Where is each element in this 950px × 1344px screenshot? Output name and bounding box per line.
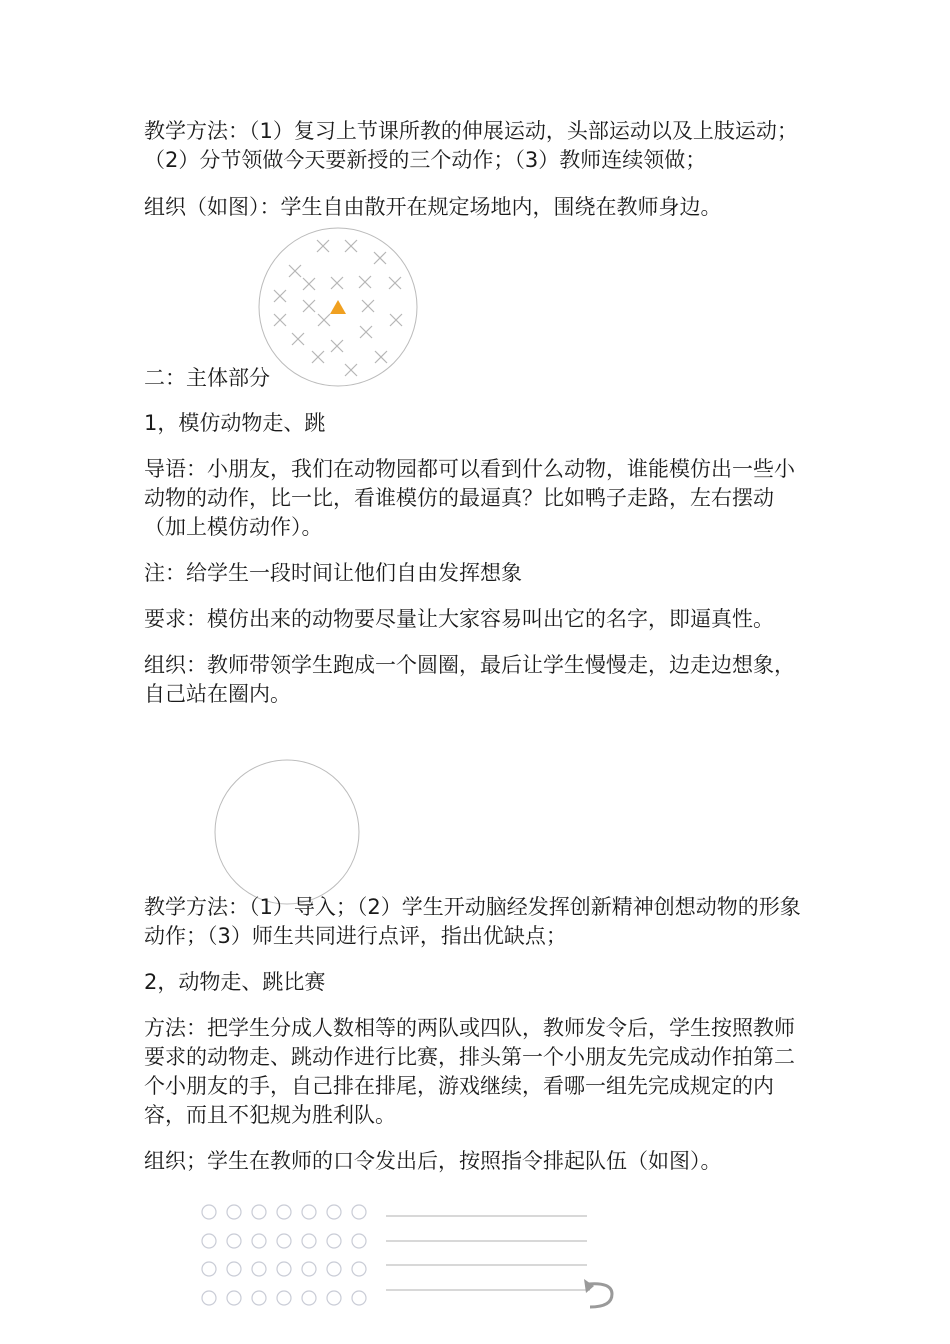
queue-row-3 — [202, 1262, 366, 1276]
paragraph-teaching-method-2: 教学方法：（1）导入；（2）学生开动脑经发挥创新精神创想动物的形象动作；（3）师生共同进行点评，指出优缺点； — [144, 895, 801, 948]
relay-lines — [386, 1216, 590, 1290]
paragraph-intro-speech: 导语：小朋友，我们在动物园都可以看到什么动物，谁能模仿出一些小动物的动作，比一比，看谁模仿的最逼真？比如鸭子走路，左右摆动（加上模仿动作）。 — [144, 457, 795, 539]
paragraph-requirement: 要求：模仿出来的动物要尽量让大家容易叫出它的名字，即逼真性。 — [144, 607, 774, 631]
queue-rows — [202, 1205, 366, 1305]
paragraph-organization-3: 组织；学生在教师的口令发出后，按照指令排起队伍（如图）。 — [144, 1149, 722, 1173]
subheading-imitate-animals: 1，模仿动物走、跳 — [144, 411, 326, 435]
return-arrow-icon — [584, 1279, 612, 1307]
section-heading-main: 二：主体部分 — [144, 366, 270, 390]
paragraph-organization-1: 组织（如图）：学生自由散开在规定场地内，围绕在教师身边。 — [144, 195, 722, 219]
queue-row-4 — [202, 1291, 366, 1305]
subheading-animal-race: 2，动物走、跳比赛 — [144, 970, 326, 994]
paragraph-organization-2: 组织：教师带领学生跑成一个圆圈，最后让学生慢慢走，边走边想象，自己站在圈内。 — [144, 653, 795, 706]
queue-row-2 — [202, 1234, 366, 1248]
paragraph-teaching-method-1: 教学方法：（1）复习上节课所教的伸展运动，头部运动以及上肢运动；（2）分节领做今天要新授的三个动作；（3）教师连续领做； — [144, 119, 798, 172]
paragraph-race-method: 方法：把学生分成人数相等的两队或四队，教师发令后，学生按照教师要求的动物走、跳动作进行比赛，排头第一个小朋友先完成动作拍第二个小朋友的手，自己排在排尾，游戏继续，看哪一组先完成规定的内容，而且不犯规为胜利队。 — [144, 1016, 795, 1127]
paragraph-note: 注：给学生一段时间让他们自由发挥想象 — [144, 561, 522, 585]
queue-row-1 — [202, 1205, 366, 1219]
